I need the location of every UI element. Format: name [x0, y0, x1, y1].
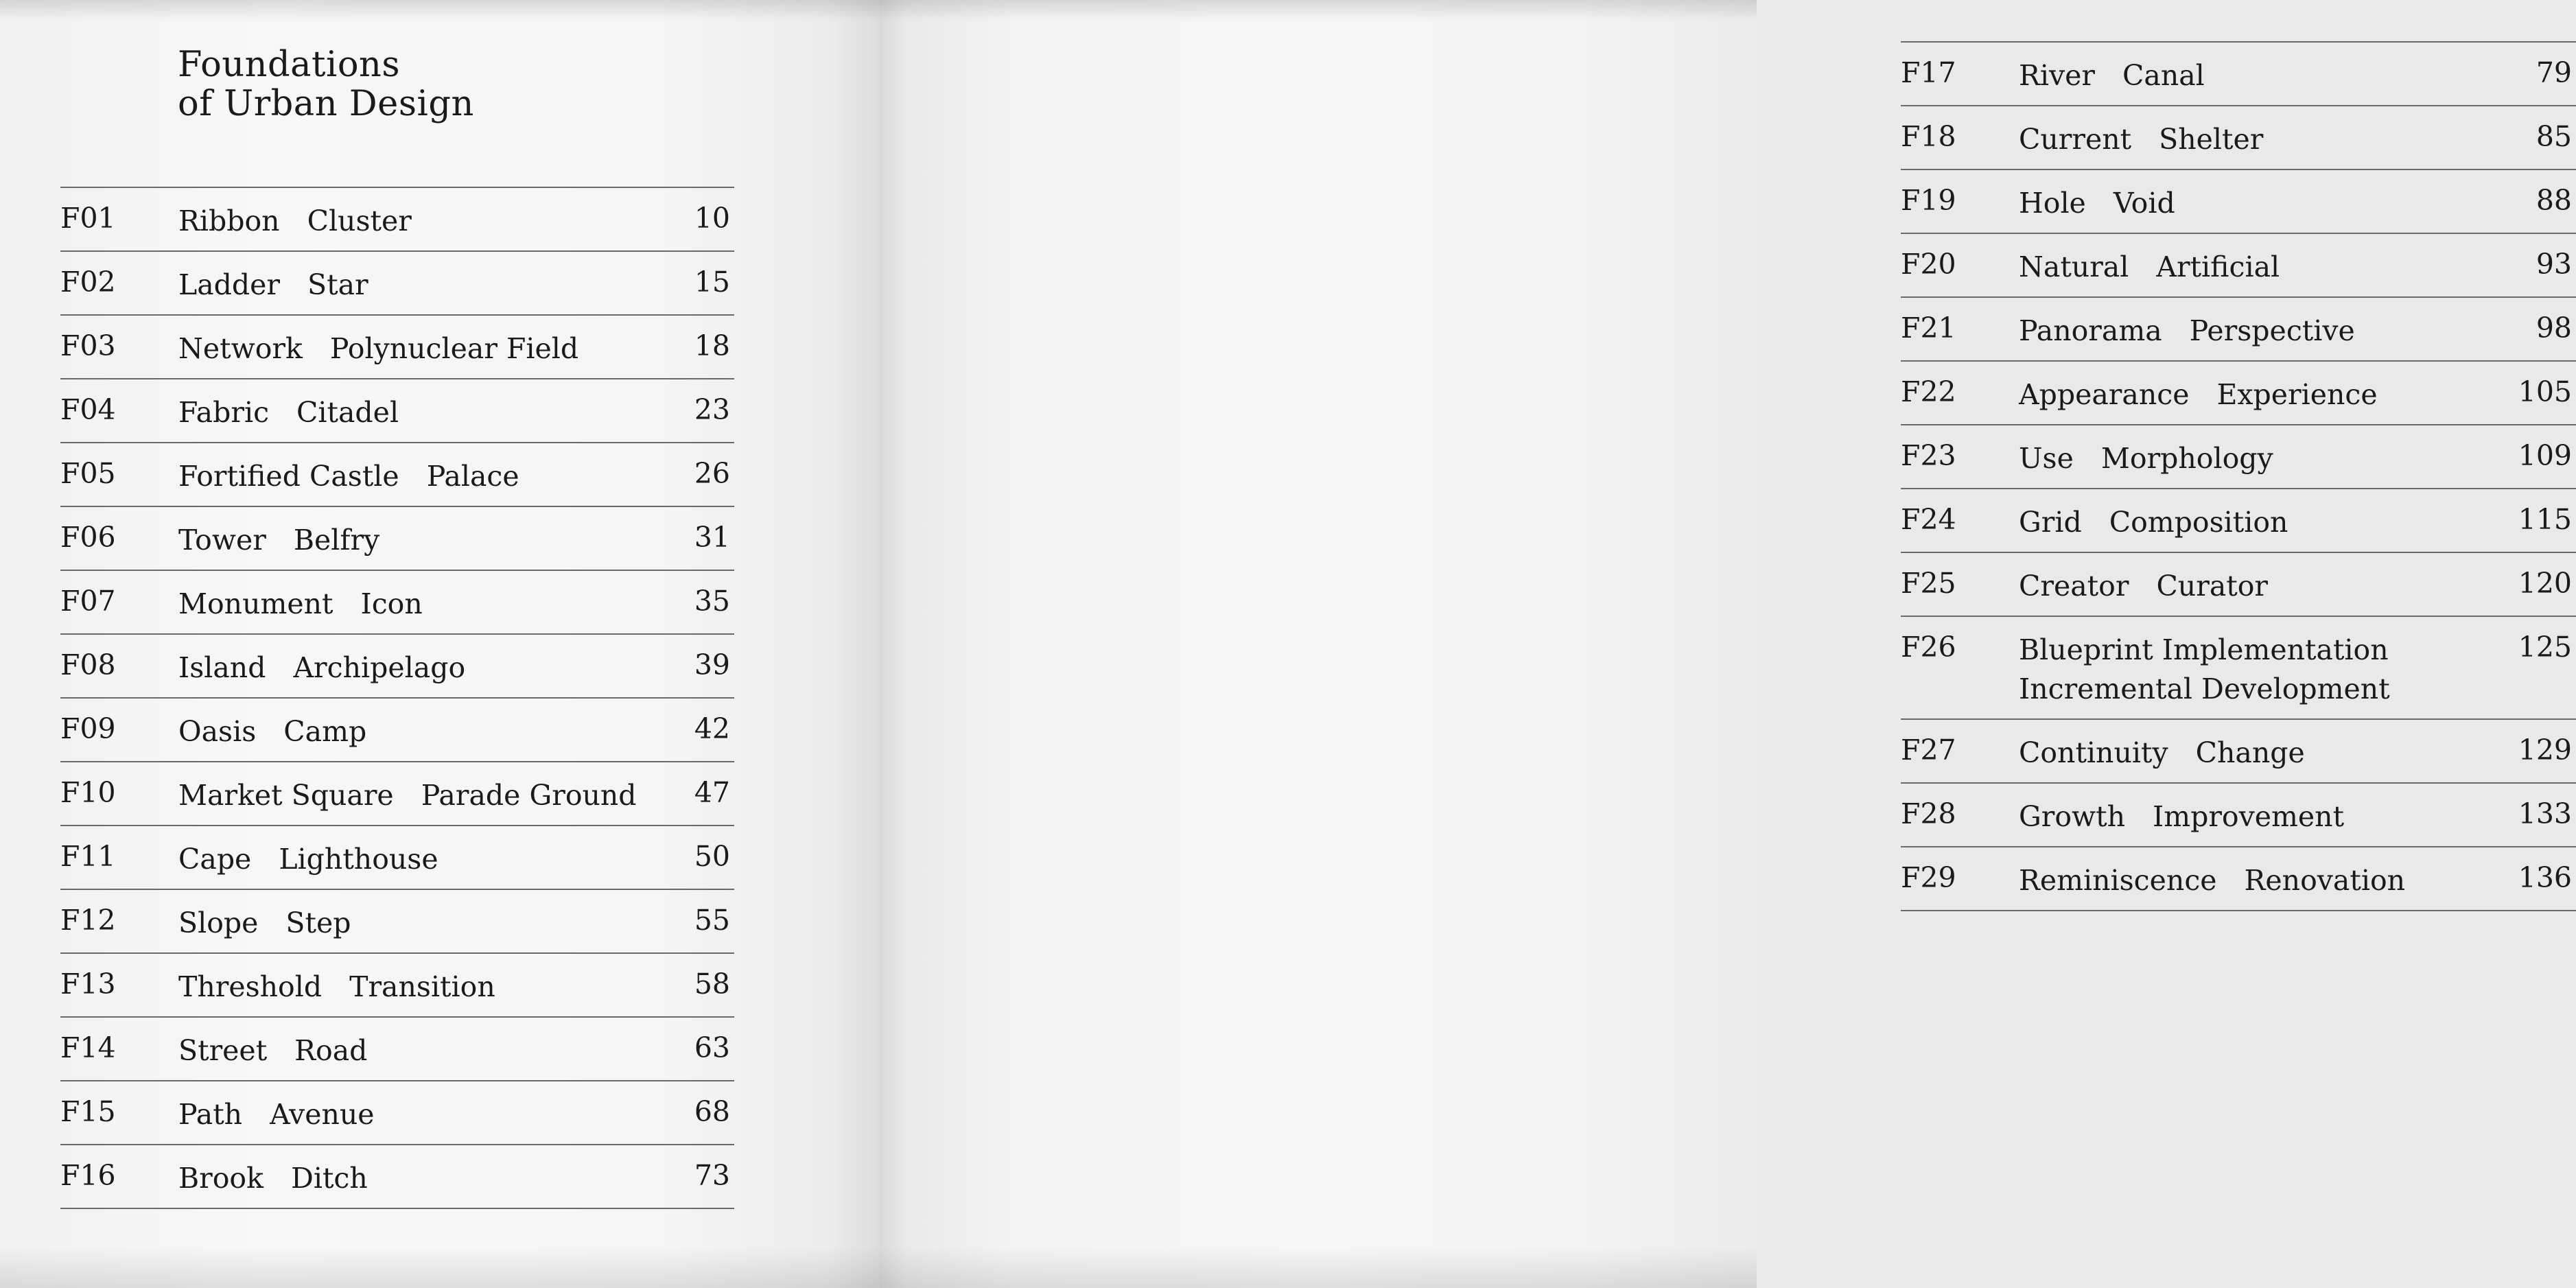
toc-entry-title: [2019, 631, 2416, 709]
toc-entry-term-2: Curator: [2156, 570, 2269, 602]
toc-entry-term-2: Palace: [426, 460, 519, 493]
toc-entry-code: F09: [60, 712, 116, 745]
right-page: [880, 0, 2572, 1288]
toc-entry-term-1: Panorama: [2019, 314, 2162, 347]
toc-entry-code: F06: [60, 521, 116, 554]
toc-entry-title: [2019, 439, 2273, 478]
toc-entry-title: [178, 202, 412, 241]
toc-entry-page-number: 10: [694, 202, 730, 235]
toc-entry-code: F19: [1901, 184, 1956, 217]
toc-entry-title: [178, 1031, 367, 1070]
toc-entry-code: F21: [1901, 312, 1956, 344]
toc-entry-term-1: Tower: [178, 524, 266, 557]
toc-entry-term-2: Road: [294, 1034, 368, 1067]
toc-entry[interactable]: [60, 954, 734, 1018]
toc-entry-term-1: Ladder: [178, 268, 281, 301]
toc-entry-page-number: 50: [694, 840, 730, 873]
toc-entry-page-number: 15: [694, 266, 730, 298]
toc-entry-term-2: Camp: [283, 715, 367, 748]
toc-entry-code: F27: [1901, 734, 1956, 766]
toc-entry-term-1: Island: [178, 651, 266, 684]
toc-entry-code: F08: [60, 648, 116, 681]
toc-entry[interactable]: [60, 635, 734, 699]
toc-entry-code: F24: [1901, 503, 1956, 536]
toc-entry-title: [2019, 184, 2175, 223]
toc-entry-code: F18: [1901, 120, 1956, 153]
toc-entry[interactable]: [60, 1145, 734, 1209]
toc-entry-term-2: Experience: [2216, 378, 2378, 411]
toc-entry-title: [178, 266, 368, 305]
toc-entry-term-2: Citadel: [296, 396, 399, 429]
toc-entry[interactable]: [60, 1018, 734, 1081]
toc-entry-term-1: Current: [2019, 123, 2132, 156]
toc-entry-code: F14: [60, 1031, 116, 1064]
toc-entry-code: F29: [1901, 861, 1956, 894]
toc-entry-title: [2019, 567, 2268, 606]
toc-entry-page-number: 58: [694, 968, 730, 1000]
toc-entry[interactable]: [1901, 234, 2576, 298]
toc-entry[interactable]: [1901, 106, 2576, 170]
toc-entry-code: F13: [60, 968, 116, 1000]
toc-entry-page-number: 55: [694, 904, 730, 937]
toc-entry-term-1: Fortified Castle: [178, 460, 399, 493]
toc-entry-code: F25: [1901, 567, 1956, 600]
toc-entry-title: [2019, 248, 2280, 287]
toc-entry-term-2: Artificial: [2156, 250, 2280, 283]
toc-entry-page-number: 68: [694, 1095, 730, 1128]
toc-entry-title: [178, 521, 379, 560]
toc-entry-page-number: 93: [2536, 248, 2572, 281]
toc-entry-term-1: Continuity: [2019, 736, 2168, 769]
toc-entry-title: [178, 904, 351, 943]
toc-entry-title: [2019, 503, 2288, 542]
toc-entry[interactable]: [60, 1081, 734, 1145]
toc-entry-term-1: Path: [178, 1098, 243, 1131]
toc-entry[interactable]: [60, 890, 734, 954]
toc-entry-code: F02: [60, 266, 116, 298]
toc-entry-code: F12: [60, 904, 116, 937]
toc-entry[interactable]: [1901, 553, 2576, 617]
toc-entry-title: [178, 393, 399, 432]
toc-entry-term-1: Cape: [178, 843, 252, 876]
toc-entry-page-number: 115: [2518, 503, 2572, 536]
toc-entry-term-2: Composition: [2109, 506, 2288, 539]
book-title: [178, 45, 474, 124]
toc-entry-page-number: 73: [694, 1159, 730, 1192]
toc-entry-title: [2019, 56, 2205, 95]
toc-entry-code: F23: [1901, 439, 1956, 472]
toc-entry-title: [178, 329, 578, 368]
toc-entry-term-2: Improvement: [2153, 800, 2345, 833]
toc-entry-term-1: Oasis: [178, 715, 257, 748]
toc-entry-page-number: 125: [2518, 631, 2572, 664]
toc-entry[interactable]: [1901, 298, 2576, 362]
toc-entry-term-2: Archipelago: [293, 651, 466, 684]
toc-entry-title: [178, 1095, 375, 1134]
toc-entry-page-number: 35: [694, 585, 730, 618]
toc-entry-code: F05: [60, 457, 116, 490]
toc-entry-code: F20: [1901, 248, 1956, 281]
toc-entry[interactable]: [60, 252, 734, 316]
toc-entry-page-number: 18: [694, 329, 730, 362]
toc-entry-term-1: Natural: [2019, 250, 2129, 283]
toc-entry-term-2: Incremental Development: [2019, 672, 2390, 705]
toc-entry-title: [178, 776, 637, 815]
toc-entry[interactable]: [60, 507, 734, 571]
toc-entry-page-number: 136: [2518, 861, 2572, 894]
toc-entry-code: F07: [60, 585, 116, 618]
toc-entry-title: [178, 457, 519, 496]
toc-entry-term-1: River: [2019, 59, 2096, 92]
toc-entry-term-1: Grid: [2019, 506, 2082, 539]
toc-entry[interactable]: [60, 571, 734, 635]
toc-entry-term-2: Ditch: [290, 1162, 368, 1195]
toc-list-left: [60, 187, 734, 1209]
toc-entry-code: F17: [1901, 56, 1956, 89]
toc-entry-term-1: Appearance: [2019, 378, 2190, 411]
toc-entry-term-1: Hole: [2019, 187, 2086, 220]
toc-entry[interactable]: [60, 762, 734, 826]
toc-entry-page-number: 23: [694, 393, 730, 426]
toc-entry-title: [2019, 861, 2405, 900]
toc-entry-page-number: 26: [694, 457, 730, 490]
toc-entry-code: F22: [1901, 375, 1956, 408]
toc-entry[interactable]: [1901, 425, 2576, 489]
toc-entry[interactable]: [1901, 362, 2576, 425]
toc-entry-title: [2019, 312, 2355, 351]
book-title-line-1: Foundations: [178, 45, 401, 85]
toc-entry-page-number: 31: [694, 521, 730, 554]
toc-entry-title: [178, 968, 495, 1007]
toc-entry[interactable]: [60, 188, 734, 252]
toc-entry-term-2: Lighthouse: [279, 843, 438, 876]
toc-entry-term-2: Change: [2195, 736, 2305, 769]
toc-entry-term-2: Belfry: [293, 524, 380, 557]
toc-entry-title: [178, 585, 423, 624]
toc-entry-page-number: 39: [694, 648, 730, 681]
toc-entry-code: F26: [1901, 631, 1956, 664]
toc-entry-term-2: Parade Ground: [421, 779, 637, 812]
toc-entry-term-1: Creator: [2019, 570, 2129, 602]
toc-entry-term-2: Canal: [2122, 59, 2205, 92]
left-page: [0, 0, 880, 1288]
toc-entry-code: F10: [60, 776, 116, 809]
toc-entry-term-1: Fabric: [178, 396, 270, 429]
toc-entry-term-1: Brook: [178, 1162, 264, 1195]
toc-entry-title: [178, 712, 366, 751]
toc-entry-page-number: 98: [2536, 312, 2572, 344]
toc-entry-term-2: Perspective: [2189, 314, 2355, 347]
toc-entry-code: F15: [60, 1095, 116, 1128]
toc-entry[interactable]: [1901, 170, 2576, 234]
toc-entry-page-number: 105: [2518, 375, 2572, 408]
toc-entry-term-2: Shelter: [2159, 123, 2264, 156]
toc-entry[interactable]: [1901, 784, 2576, 847]
toc-entry-code: F01: [60, 202, 116, 235]
toc-entry-term-1: Slope: [178, 906, 259, 939]
toc-list-right: [1901, 41, 2576, 911]
toc-entry-page-number: 42: [694, 712, 730, 745]
toc-entry-title: [178, 840, 438, 879]
toc-entry-term-2: Step: [285, 906, 351, 939]
toc-entry[interactable]: [1901, 489, 2576, 553]
toc-entry-term-2: Morphology: [2100, 442, 2273, 475]
toc-entry-page-number: 129: [2518, 734, 2572, 766]
toc-entry[interactable]: [60, 443, 734, 507]
toc-entry-term-2: Star: [307, 268, 368, 301]
toc-entry-term-1: Growth: [2019, 800, 2126, 833]
toc-entry-term-2: Polynuclear Field: [329, 332, 579, 365]
toc-entry-page-number: 120: [2518, 567, 2572, 600]
toc-entry[interactable]: [60, 826, 734, 890]
toc-entry-code: F04: [60, 393, 116, 426]
toc-entry-term-2: Cluster: [307, 204, 412, 237]
toc-entry-term-1: Network: [178, 332, 303, 365]
toc-entry[interactable]: [60, 316, 734, 379]
toc-entry-term-1: Blueprint Implementation: [2019, 633, 2389, 666]
toc-entry-page-number: 47: [694, 776, 730, 809]
toc-entry-page-number: 133: [2518, 797, 2572, 830]
toc-entry-page-number: 88: [2536, 184, 2572, 217]
toc-entry-title: [2019, 797, 2344, 836]
toc-entry-page-number: 63: [694, 1031, 730, 1064]
toc-entry-title: [178, 1159, 368, 1198]
toc-entry[interactable]: [1901, 43, 2576, 106]
toc-entry-term-2: Void: [2113, 187, 2175, 220]
toc-entry-page-number: 85: [2536, 120, 2572, 153]
toc-entry-term-1: Use: [2019, 442, 2074, 475]
toc-entry-code: F11: [60, 840, 116, 873]
toc-entry-term-2: Transition: [349, 970, 495, 1003]
toc-entry-page-number: 79: [2536, 56, 2572, 89]
toc-entry-code: F03: [60, 329, 116, 362]
toc-entry-term-1: Monument: [178, 587, 333, 620]
toc-entry-title: [2019, 120, 2263, 159]
toc-entry-code: F16: [60, 1159, 116, 1192]
toc-entry[interactable]: [1901, 847, 2576, 911]
toc-entry-term-1: Market Square: [178, 779, 394, 812]
toc-entry-term-1: Street: [178, 1034, 268, 1067]
toc-entry[interactable]: [1901, 617, 2576, 720]
toc-entry-term-2: Avenue: [270, 1098, 375, 1131]
toc-entry-title: [2019, 734, 2305, 773]
toc-entry-page-number: 109: [2518, 439, 2572, 472]
toc-entry[interactable]: [60, 699, 734, 762]
toc-entry-term-2: Icon: [360, 587, 423, 620]
book-title-line-2: of Urban Design: [178, 84, 474, 124]
toc-entry-title: [178, 648, 465, 688]
toc-entry-term-1: Reminiscence: [2019, 864, 2217, 897]
toc-entry-term-1: Ribbon: [178, 204, 280, 237]
toc-entry-title: [2019, 375, 2378, 414]
toc-entry-code: F28: [1901, 797, 1956, 830]
toc-entry[interactable]: [60, 379, 734, 443]
toc-entry[interactable]: [1901, 720, 2576, 784]
toc-entry-term-2: Renovation: [2244, 864, 2406, 897]
toc-entry-term-1: Threshold: [178, 970, 323, 1003]
